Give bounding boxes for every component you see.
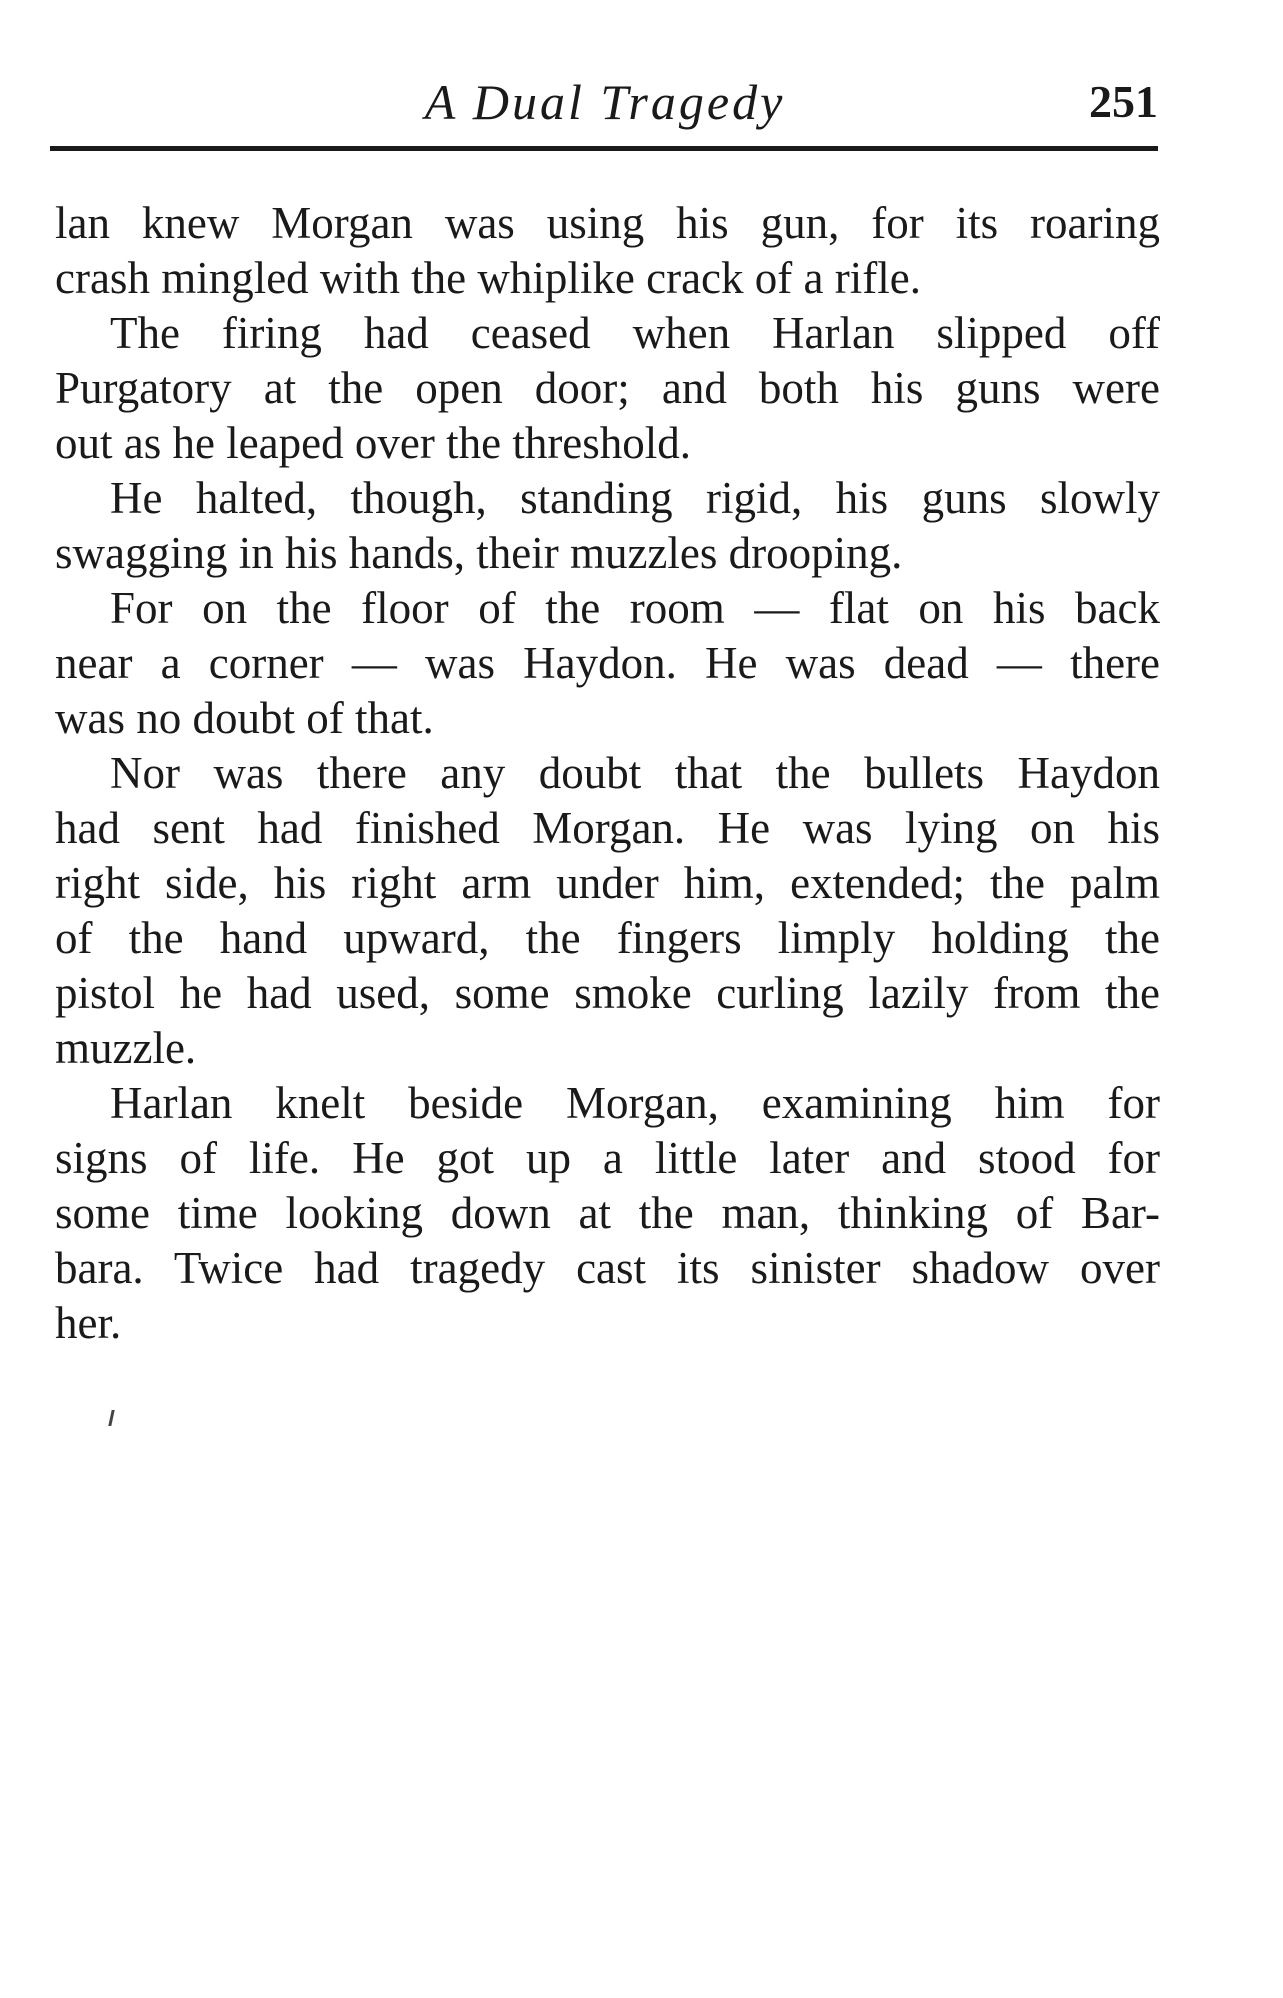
text-line: crash mingled with the whiplike crack of a rifle. [55,253,921,303]
text-line: For on the floor of the room — flat on his back [110,583,1160,633]
text-line: out as he leaped over the threshold. [55,418,692,468]
text-line: The firing had ceased when Harlan slipped off [110,308,1160,358]
text-line: of the hand upward, the fingers limply holding the [55,913,1160,963]
text-line: was no doubt of that. [55,693,434,743]
text-line: Nor was there any doubt that the bullets Haydon [110,748,1160,798]
text-line: muzzle. [55,1023,197,1073]
running-title: A Dual Tragedy [424,74,786,130]
text-line: right side, his right arm under him, extended; the palm [55,858,1160,908]
text-line: Purgatory at the open door; and both his guns were [55,363,1160,413]
header-rule [50,146,1158,151]
text-line: He halted, though, standing rigid, his guns slowly [110,473,1160,523]
text-line: Harlan knelt beside Morgan, examining him for [110,1078,1160,1128]
text-line: pistol he had used, some smoke curling lazily from the [55,968,1160,1018]
text-line: bara. Twice had tragedy cast its sinister shadow over [55,1243,1160,1293]
text-line: some time looking down at the man, thinking of Bar- [55,1188,1160,1238]
running-head [52,72,1158,132]
ink-mark [108,1410,114,1426]
text-line: swagging in his hands, their muzzles drooping. [55,528,903,578]
body-text [55,196,1160,1351]
page-number: 251 [1089,76,1158,127]
text-line: near a corner — was Haydon. He was dead — there [55,638,1160,688]
text-line: had sent had finished Morgan. He was lying on his [55,803,1160,853]
text-line: lan knew Morgan was using his gun, for its roaring [55,198,1160,248]
text-line: her. [55,1298,122,1348]
text-line: signs of life. He got up a little later and stood for [55,1133,1160,1183]
